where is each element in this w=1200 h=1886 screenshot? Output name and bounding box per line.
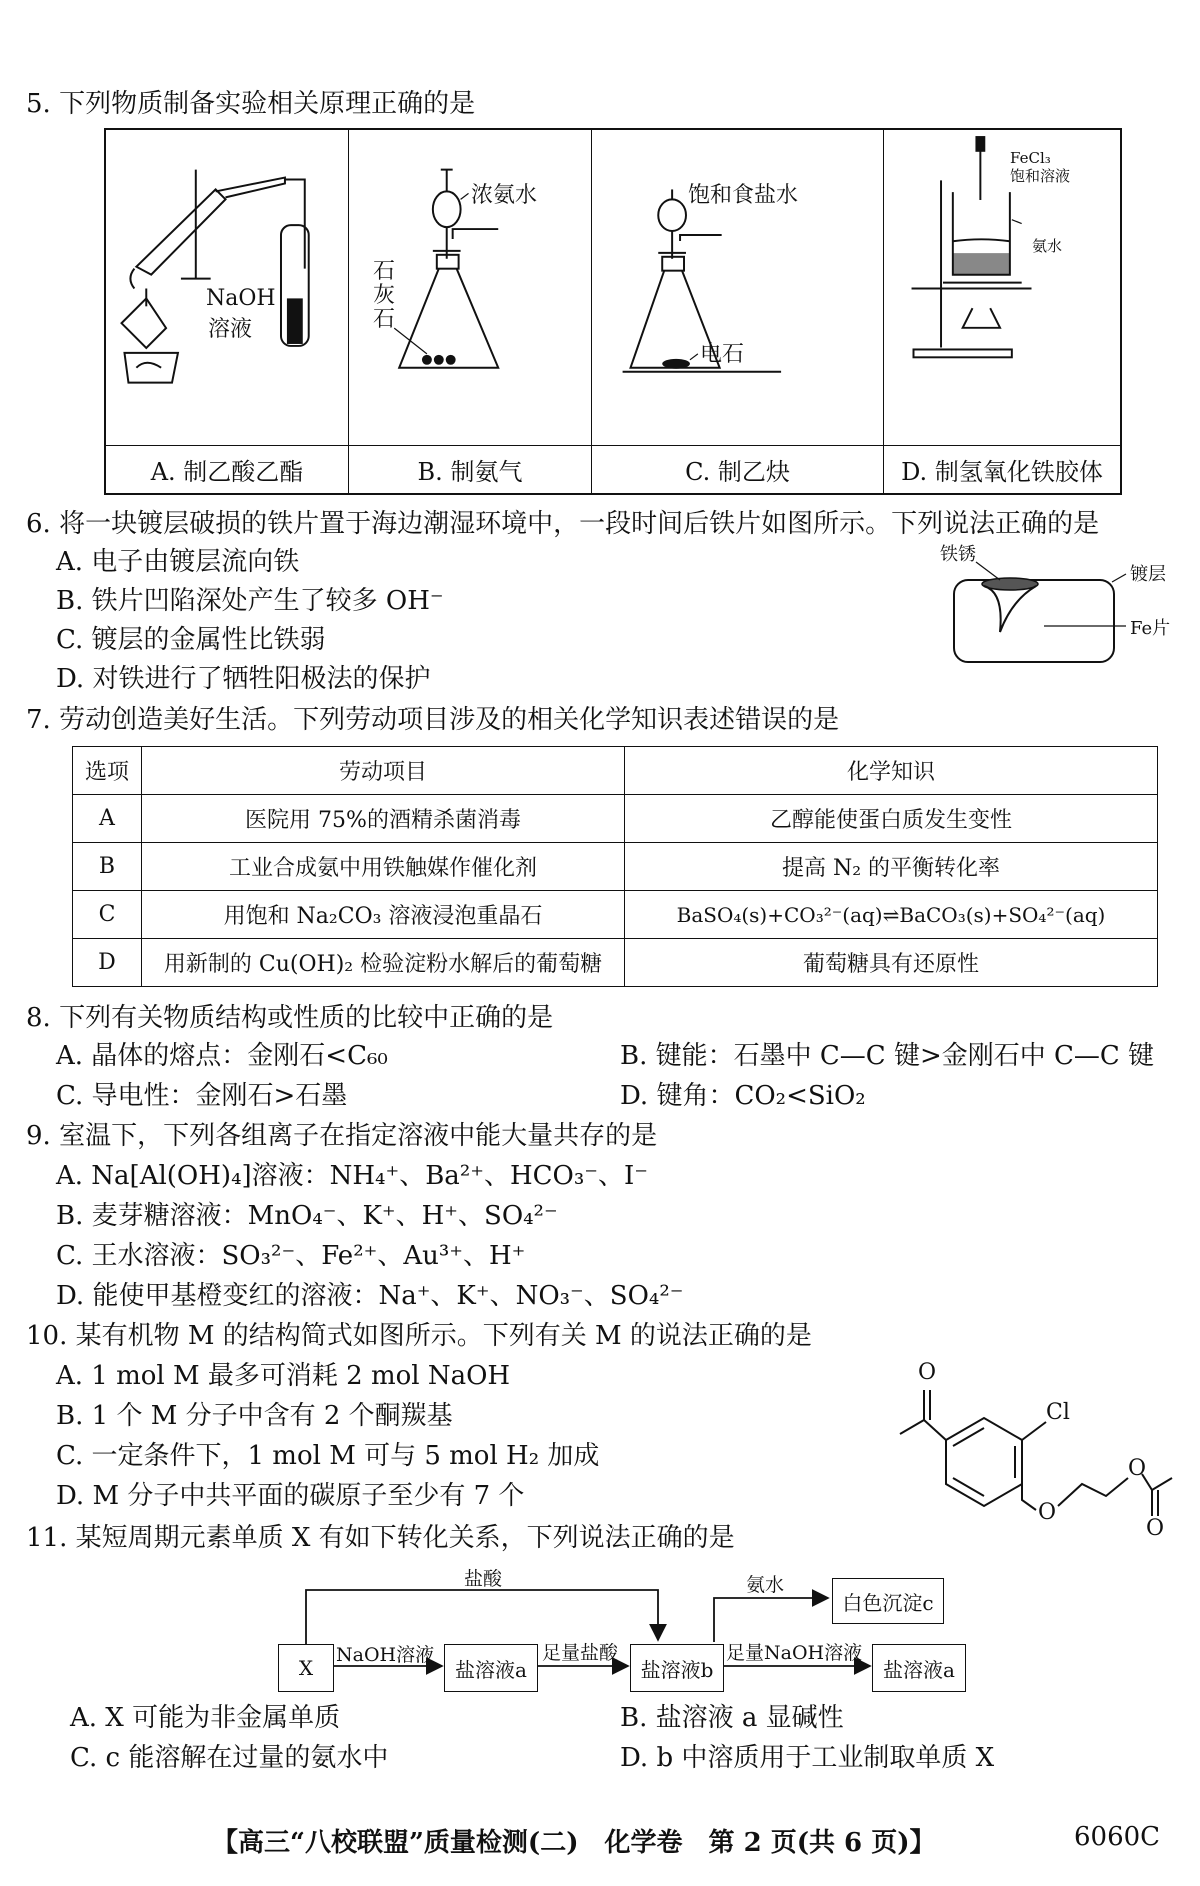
flow-node-c: 白色沉淀c <box>832 1578 944 1624</box>
header-knowledge: 化学知识 <box>625 747 1158 795</box>
atom-cl: Cl <box>1046 1400 1070 1425</box>
flow-label-excess-hcl: 足量盐酸 <box>542 1642 619 1664</box>
q10-option-a: A. 1 mol M 最多可消耗 2 mol NaOH <box>56 1361 511 1391</box>
apparatus-a <box>106 130 349 445</box>
q8-option-c: C. 导电性：金刚石>石墨 <box>56 1081 348 1111</box>
q6-option-d: D. 对铁进行了牺牲阳极法的保护 <box>56 664 431 694</box>
c-solid-label: 电石 <box>700 342 745 367</box>
b-reagent-label: 浓氨水 <box>471 183 538 208</box>
flow-label-excess-naoh: 足量NaOH溶液 <box>726 1642 863 1664</box>
caption-a: A. 制乙酸乙酯 <box>106 445 349 493</box>
q5-apparatus-table <box>104 128 1122 495</box>
row-a-option: A <box>73 795 142 843</box>
c-reagent-label: 饱和食盐水 <box>688 183 799 208</box>
row-b-knowledge: 提高 N₂ 的平衡转化率 <box>625 843 1158 891</box>
flow-node-a2: 盐溶液a <box>872 1644 966 1692</box>
q8-option-b: B. 键能：石墨中 C—C 键>金刚石中 C—C 键 <box>620 1041 1155 1071</box>
flow-node-a: 盐溶液a <box>444 1644 538 1692</box>
caption-d: D. 制氢氧化铁胶体 <box>884 445 1120 493</box>
colloid-apparatus-diagram <box>884 130 1120 445</box>
q9-option-d: D. 能使甲基橙变红的溶液：Na⁺、K⁺、NO₃⁻、SO₄²⁻ <box>56 1281 684 1311</box>
q6-option-b: B. 铁片凹陷深处产生了较多 OH⁻ <box>56 586 444 616</box>
row-a-knowledge: 乙醇能使蛋白质发生变性 <box>625 795 1158 843</box>
q7-stem: 7. 劳动创造美好生活。下列劳动项目涉及的相关化学知识表述错误的是 <box>26 705 840 735</box>
apparatus-d <box>884 130 1120 445</box>
flow-label-ammonia: 氨水 <box>746 1574 785 1596</box>
a-reagent-label-2: 溶液 <box>208 317 253 342</box>
q11-stem: 11. 某短周期元素单质 X 有如下转化关系，下列说法正确的是 <box>26 1523 735 1553</box>
d-reagent-label-2: 饱和溶液 <box>1010 167 1071 185</box>
q10-option-b: B. 1 个 M 分子中含有 2 个酮羰基 <box>56 1401 453 1431</box>
q9-option-b: B. 麦芽糖溶液：MnO₄⁻、K⁺、H⁺、SO₄²⁻ <box>56 1201 558 1231</box>
q6-option-c: C. 镀层的金属性比铁弱 <box>56 625 326 655</box>
apparatus-b <box>349 130 592 445</box>
fe-plate-label: Fe片 <box>1130 618 1171 639</box>
row-d-knowledge: 葡萄糖具有还原性 <box>625 939 1158 987</box>
atom-o-ketone: O <box>918 1360 937 1385</box>
atom-o-ester: O <box>1128 1456 1147 1481</box>
b-solid-label-1: 石 <box>373 259 396 284</box>
q9-option-c: C. 王水溶液：SO₃²⁻、Fe²⁺、Au³⁺、H⁺ <box>56 1241 526 1271</box>
q10-option-d: D. M 分子中共平面的碳原子至少有 7 个 <box>56 1481 525 1511</box>
q10-stem: 10. 某有机物 M 的结构简式如图所示。下列有关 M 的说法正确的是 <box>26 1321 812 1351</box>
atom-o-carbonyl: O <box>1146 1516 1165 1541</box>
table-row <box>73 891 1158 939</box>
table-row <box>73 939 1158 987</box>
q9-option-a: A. Na[Al(OH)₄]溶液：NH₄⁺、Ba²⁺、HCO₃⁻、I⁻ <box>56 1161 648 1191</box>
q8-option-d: D. 键角：CO₂<SiO₂ <box>620 1081 866 1111</box>
q6-option-a: A. 电子由镀层流向铁 <box>56 547 300 577</box>
atom-o-ether: O <box>1038 1500 1057 1525</box>
page-footer-title: 【高三“八校联盟”质量检测(二) 化学卷 第 2 页(共 6 页)】 <box>212 1828 936 1858</box>
row-a-labor: 医院用 75%的酒精杀菌消毒 <box>142 795 625 843</box>
flow-node-x: X <box>278 1644 334 1692</box>
q6-figure <box>940 540 1180 670</box>
apparatus-c <box>592 130 884 445</box>
page-footer-code: 6060C <box>1074 1822 1161 1852</box>
flow-node-b: 盐溶液b <box>630 1644 724 1692</box>
q7-table <box>72 746 1158 987</box>
row-d-option: D <box>73 939 142 987</box>
caption-b: B. 制氨气 <box>349 445 592 493</box>
coating-label: 镀层 <box>1130 564 1166 585</box>
d-liquid-label: 氨水 <box>1032 237 1063 255</box>
row-b-labor: 工业合成氨中用铁触媒作催化剂 <box>142 843 625 891</box>
row-c-option: C <box>73 891 142 939</box>
table-header-row <box>73 747 1158 795</box>
rust-label: 铁锈 <box>940 544 976 565</box>
q10-structure <box>896 1360 1176 1540</box>
q11-flow-diagram <box>276 1562 986 1692</box>
q10-option-c: C. 一定条件下，1 mol M 可与 5 mol H₂ 加成 <box>56 1441 600 1471</box>
b-solid-label-2: 灰 <box>373 283 396 308</box>
q6-stem: 6. 将一块镀层破损的铁片置于海边潮湿环境中，一段时间后铁片如图所示。下列说法正确的是 <box>26 509 1100 539</box>
q11-option-a: A. X 可能为非金属单质 <box>70 1703 341 1733</box>
q8-option-a: A. 晶体的熔点：金刚石<C₆₀ <box>56 1041 388 1071</box>
q5-stem: 5. 下列物质制备实验相关原理正确的是 <box>26 89 476 119</box>
q8-stem: 8. 下列有关物质结构或性质的比较中正确的是 <box>26 1003 554 1033</box>
q11-option-d: D. b 中溶质用于工业制取单质 X <box>620 1743 995 1773</box>
row-b-option: B <box>73 843 142 891</box>
header-labor: 劳动项目 <box>142 747 625 795</box>
a-reagent-label-1: NaOH <box>206 286 276 311</box>
q11-option-c: C. c 能溶解在过量的氨水中 <box>70 1743 389 1773</box>
row-d-labor: 用新制的 Cu(OH)₂ 检验淀粉水解后的葡萄糖 <box>142 939 625 987</box>
table-row <box>73 843 1158 891</box>
caption-c: C. 制乙炔 <box>592 445 884 493</box>
b-solid-label-3: 石 <box>373 307 396 332</box>
table-row <box>73 795 1158 843</box>
header-option: 选项 <box>73 747 142 795</box>
q11-option-b: B. 盐溶液 a 显碱性 <box>620 1703 844 1733</box>
flow-label-hcl: 盐酸 <box>464 1568 503 1590</box>
d-reagent-label-1: FeCl₃ <box>1010 149 1051 167</box>
row-c-labor: 用饱和 Na₂CO₃ 溶液浸泡重晶石 <box>142 891 625 939</box>
row-c-knowledge: BaSO₄(s)+CO₃²⁻(aq)⇌BaCO₃(s)+SO₄²⁻(aq) <box>625 891 1158 939</box>
flow-label-naoh: NaOH溶液 <box>336 1644 435 1666</box>
q9-stem: 9. 室温下，下列各组离子在指定溶液中能大量共存的是 <box>26 1121 658 1151</box>
molecule-structure-diagram <box>896 1360 1176 1540</box>
